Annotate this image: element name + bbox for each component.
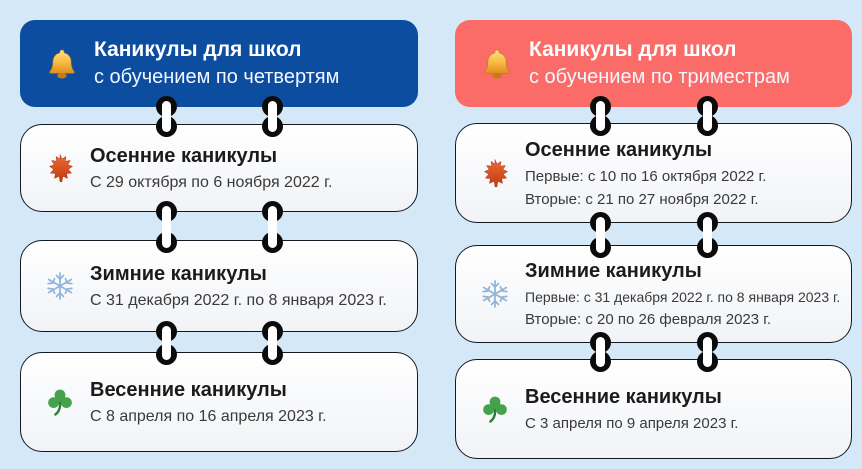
card-dates-first: Первые: с 10 по 16 октября 2022 г. — [525, 167, 767, 185]
header-text — [529, 36, 790, 91]
chain-link — [262, 321, 283, 365]
card-dates-second: Вторые: с 21 по 27 ноября 2022 г. — [525, 190, 759, 208]
shamrock-icon — [478, 394, 512, 424]
card-title: Осенние каникулы — [525, 138, 713, 161]
card-text — [90, 263, 387, 310]
card-text — [90, 145, 332, 192]
header-title: Каникулы для школ — [529, 37, 737, 61]
chain-link — [590, 96, 611, 136]
chain-link — [156, 96, 177, 137]
card-dates: С 29 октября по 6 ноября 2022 г. — [90, 173, 333, 191]
card-title: Весенние каникулы — [90, 378, 287, 401]
card-text — [525, 260, 840, 328]
column-trimesters — [455, 20, 852, 459]
card-autumn-trimesters — [455, 123, 852, 223]
header-subtitle: с обучением по триместрам — [529, 66, 790, 89]
bell-icon — [46, 47, 78, 80]
card-dates-first: Первые: с 31 декабря 2022 г. по 8 января 2023 г. — [525, 289, 841, 305]
header-subtitle: с обучением по четвертям — [94, 66, 340, 89]
card-title: Зимние каникулы — [525, 260, 702, 282]
header-title: Каникулы для школ — [94, 37, 302, 61]
chain-link — [697, 96, 718, 136]
card-spring-trimesters — [455, 359, 852, 459]
card-dates: С 8 апреля по 16 апреля 2023 г. — [90, 407, 327, 425]
card-spring-quarters — [20, 352, 418, 452]
chain-link — [156, 201, 177, 253]
card-dates: С 3 апреля по 9 апреля 2023 г. — [525, 415, 739, 432]
card-text — [90, 379, 327, 426]
card-winter-quarters — [20, 240, 418, 332]
card-title: Осенние каникулы — [90, 144, 278, 167]
chain-link — [697, 332, 718, 372]
chain-link — [262, 201, 283, 253]
card-dates-second: Вторые: с 20 по 26 февраля 2023 г. — [525, 311, 772, 328]
card-text — [525, 386, 738, 432]
chain-link — [156, 321, 177, 365]
card-dates: С 31 декабря 2022 г. по 8 января 2023 г. — [90, 291, 387, 309]
header-card-quarters — [20, 20, 418, 107]
column-quarters — [20, 20, 418, 459]
maple-leaf-icon — [478, 158, 512, 188]
card-text — [525, 139, 766, 208]
bell-icon — [481, 47, 513, 80]
header-text — [94, 36, 339, 91]
card-title: Весенние каникулы — [525, 386, 722, 408]
maple-leaf-icon — [43, 153, 77, 183]
chain-link — [590, 332, 611, 372]
chain-link — [262, 96, 283, 137]
snowflake-icon — [478, 279, 512, 309]
card-title: Зимние каникулы — [90, 262, 267, 285]
chain-link — [590, 212, 611, 258]
card-autumn-quarters — [20, 124, 418, 212]
chain-link — [697, 212, 718, 258]
header-card-trimesters — [455, 20, 852, 107]
shamrock-icon — [43, 387, 77, 417]
snowflake-icon — [43, 271, 77, 301]
card-winter-trimesters — [455, 245, 852, 343]
